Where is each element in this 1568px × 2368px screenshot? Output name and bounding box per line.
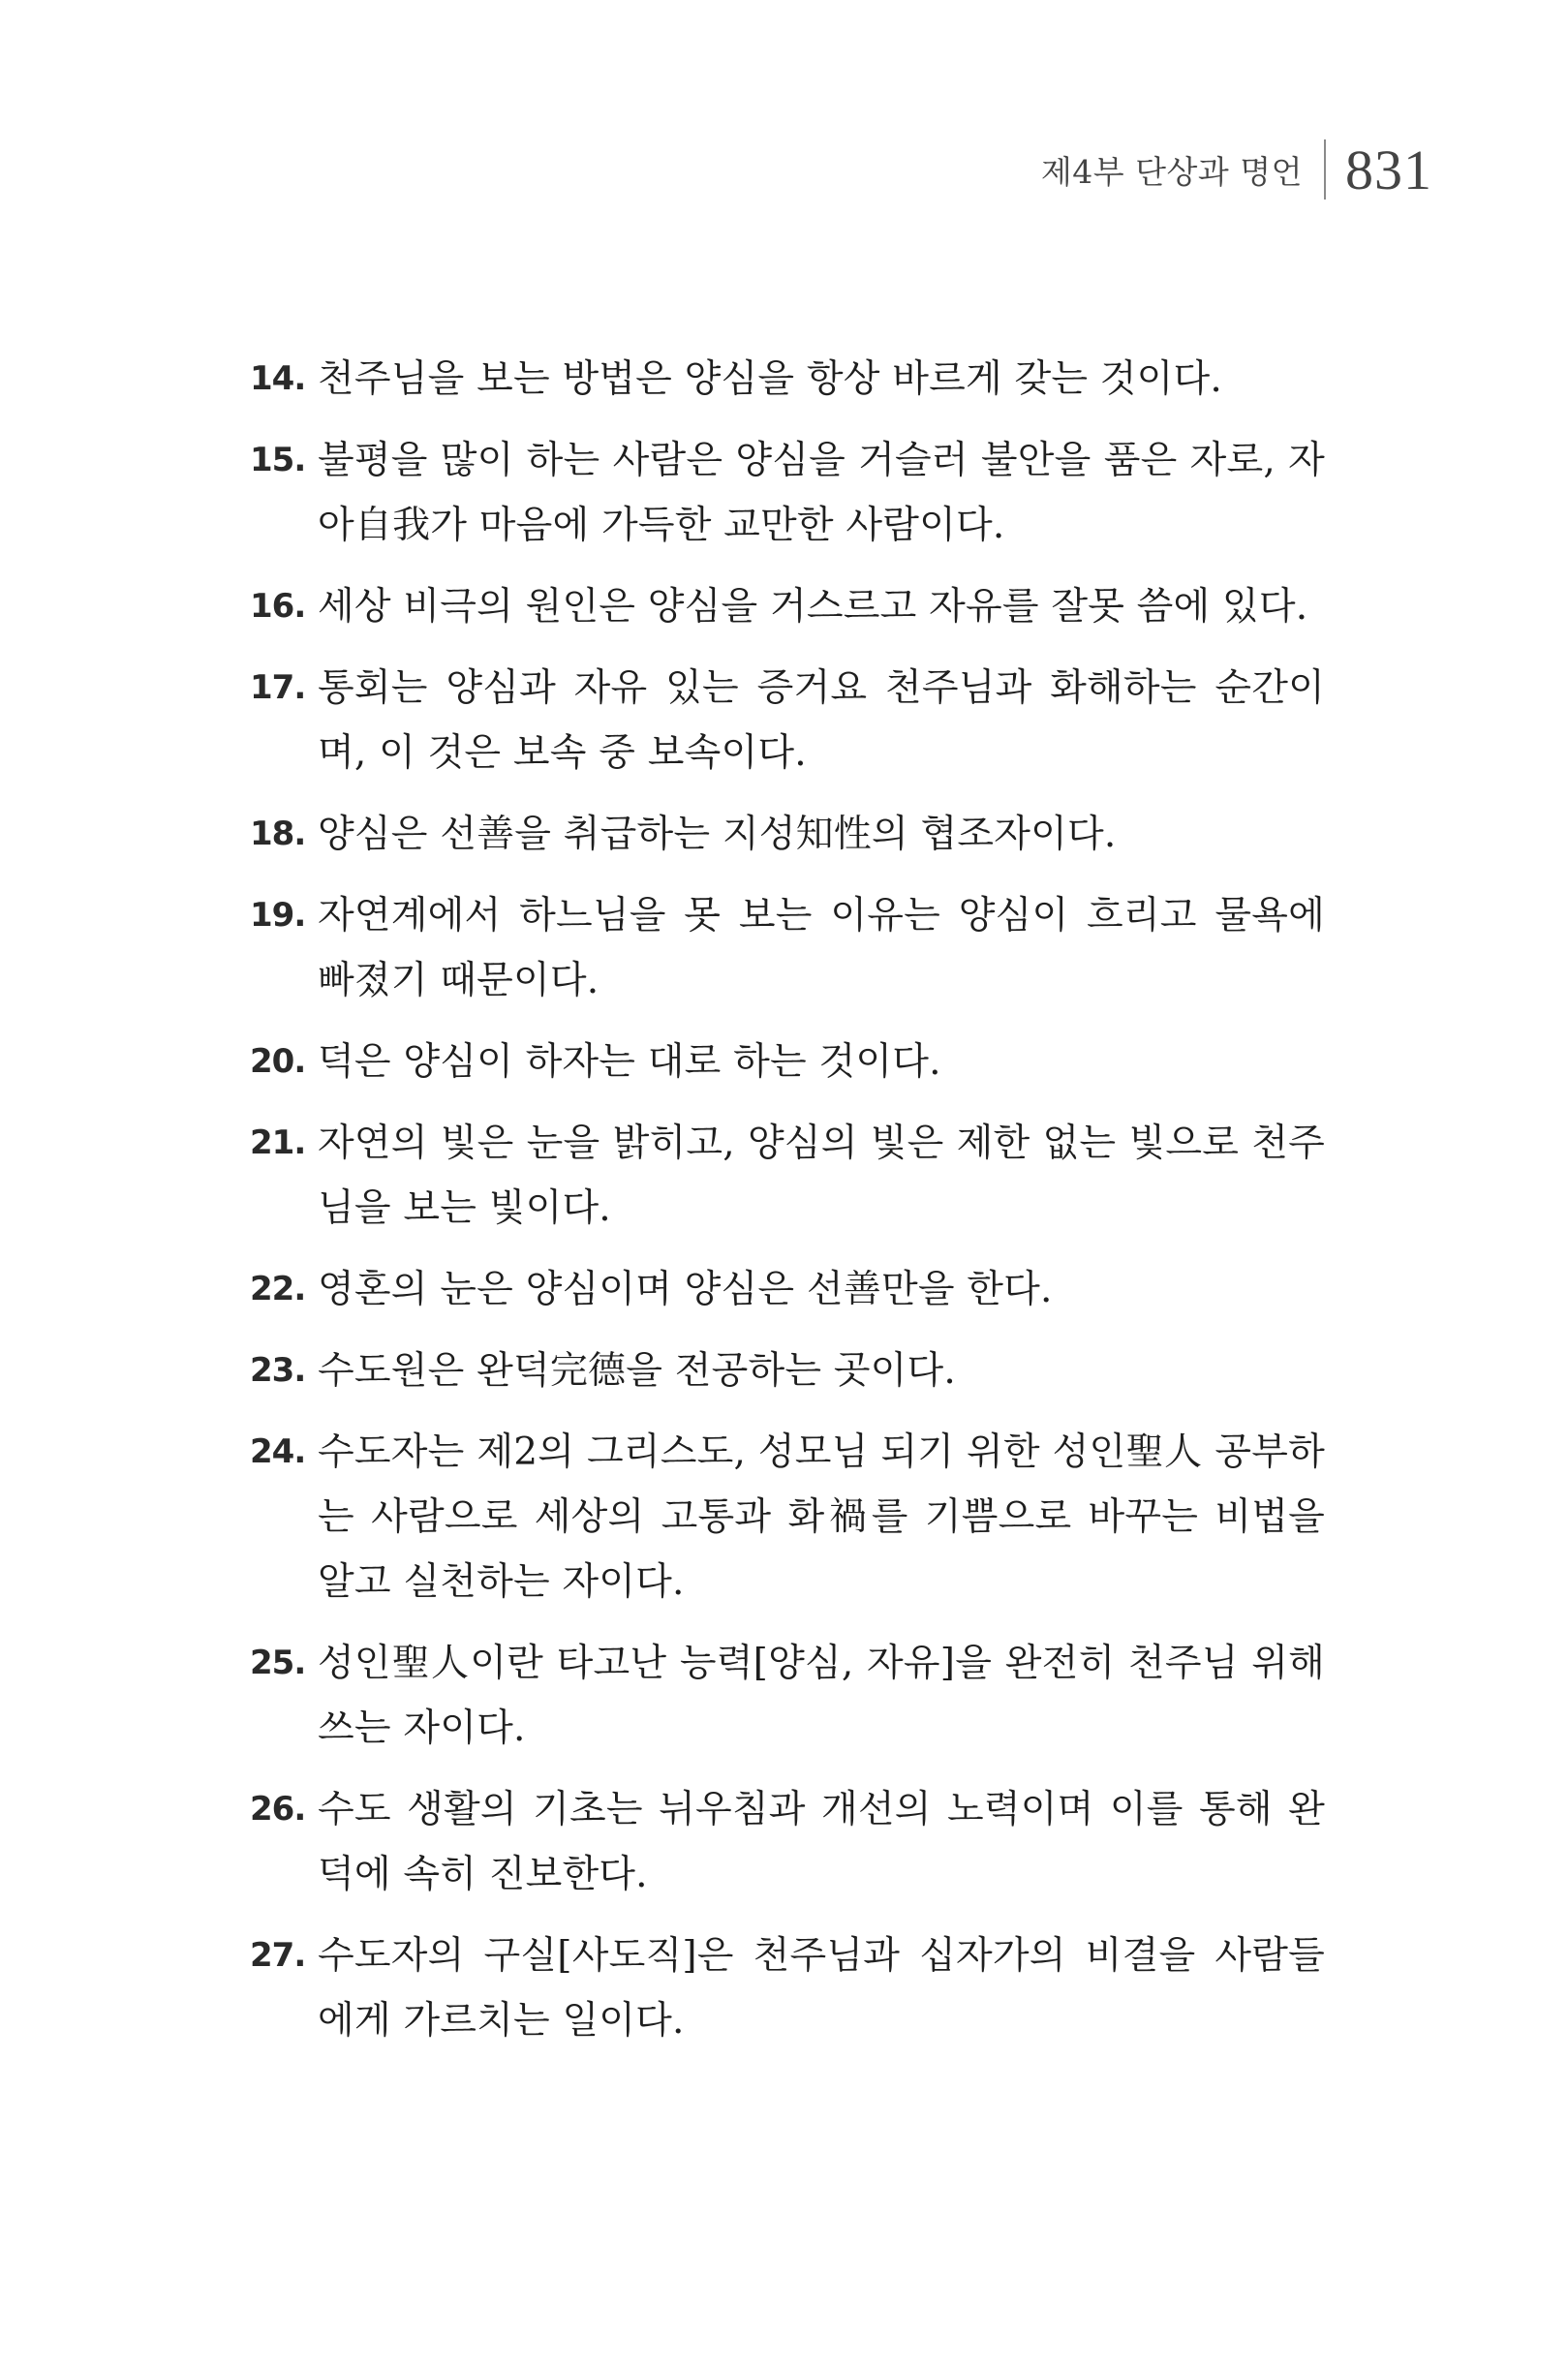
list-item [250, 1111, 1325, 1241]
item-text: 세상 비극의 원인은 양심을 거스르고 자유를 잘못 씀에 있다. [318, 585, 1308, 629]
list-item [250, 883, 1325, 1013]
item-text: 수도자는 제2의 그리스도, 성모님 되기 위한 성인聖人 공부하는 사람으로 세상의 고통과 화禍를 기쁨으로 바꾸는 비법을 알고 실천하는 자이다. [318, 1430, 1325, 1604]
item-text: 덕은 양심이 하자는 대로 하는 것이다. [318, 1040, 941, 1084]
item-number: 17. [250, 668, 306, 707]
item-text: 영혼의 눈은 양심이며 양심은 선善만을 한다. [318, 1268, 1053, 1311]
list-item [250, 1257, 1325, 1322]
list-item [250, 1777, 1325, 1907]
item-number: 22. [250, 1270, 306, 1308]
item-number: 19. [250, 896, 306, 935]
running-header [1041, 136, 1432, 203]
section-title: 제4부 단상과 명언 [1040, 152, 1303, 191]
item-text: 수도자의 구실[사도직]은 천주님과 십자가의 비결을 사람들에게 가르치는 일이다. [318, 1934, 1325, 2043]
item-number: 23. [250, 1351, 306, 1390]
list-item [250, 1030, 1325, 1094]
item-text: 천주님을 보는 방법은 양심을 항상 바르게 갖는 것이다. [318, 357, 1223, 401]
list-item [250, 656, 1325, 785]
item-text: 수도 생활의 기초는 뉘우침과 개선의 노력이며 이를 통해 완덕에 속히 진보한다. [318, 1788, 1325, 1896]
item-text: 양심은 선善을 취급하는 지성知性의 협조자이다. [318, 813, 1117, 856]
aphorism-list [250, 347, 1325, 2070]
item-number: 25. [250, 1644, 306, 1682]
list-item [250, 1923, 1325, 2053]
list-item [250, 1338, 1325, 1403]
list-item [250, 347, 1325, 412]
item-number: 18. [250, 815, 306, 853]
item-number: 26. [250, 1790, 306, 1829]
item-number: 21. [250, 1123, 306, 1162]
list-item [250, 1631, 1325, 1761]
item-text: 자연계에서 하느님을 못 보는 이유는 양심이 흐리고 물욕에 빠졌기 때문이다. [318, 894, 1325, 1002]
item-text: 통회는 양심과 자유 있는 증거요 천주님과 화해하는 순간이며, 이 것은 보속 중 보속이다. [318, 666, 1325, 775]
list-item [250, 802, 1325, 867]
item-text: 자연의 빛은 눈을 밝히고, 양심의 빛은 제한 없는 빛으로 천주님을 보는 빛이다. [318, 1122, 1325, 1230]
list-item [250, 1420, 1325, 1615]
item-number: 27. [250, 1936, 306, 1975]
item-text: 성인聖人이란 타고난 능력[양심, 자유]을 완전히 천주님 위해 쓰는 자이다. [318, 1642, 1325, 1750]
item-number: 14. [250, 359, 306, 398]
list-item [250, 574, 1325, 639]
item-number: 16. [250, 587, 306, 626]
item-text: 불평을 많이 하는 사람은 양심을 거슬러 불안을 품은 자로, 자아自我가 마음에 가득한 교만한 사람이다. [318, 439, 1325, 547]
page-number: 831 [1345, 138, 1432, 201]
list-item [250, 428, 1325, 558]
item-number: 20. [250, 1042, 306, 1081]
item-number: 15. [250, 441, 306, 479]
header-divider [1324, 139, 1326, 200]
item-number: 24. [250, 1432, 306, 1471]
item-text: 수도원은 완덕完德을 전공하는 곳이다. [318, 1349, 957, 1393]
